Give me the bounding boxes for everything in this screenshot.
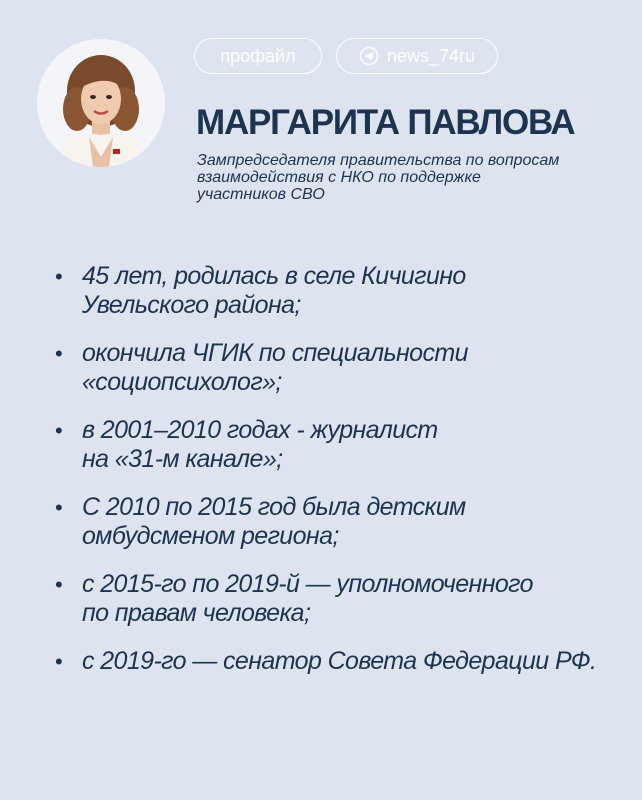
position-line: Зампредседателя правительства по вопросам	[197, 152, 560, 169]
profile-tag	[194, 38, 322, 74]
biography-item	[52, 493, 632, 551]
bullet-icon: •	[55, 264, 63, 289]
bullet-icon: •	[55, 341, 63, 366]
biography-list	[52, 262, 632, 695]
biography-line: с 2015-го по 2019-й — уполномоченного	[82, 570, 533, 598]
biography-line: окончила ЧГИК по специальности	[82, 339, 468, 367]
telegram-icon	[359, 46, 379, 66]
position-line: взаимодействия с НКО по поддержке	[197, 169, 481, 186]
channel-tag-label: news_74ru	[386, 45, 476, 66]
bullet-icon: •	[55, 572, 63, 597]
bullet-icon: •	[55, 495, 63, 520]
biography-line: 45 лет, родилась в селе Кичигино	[82, 262, 466, 290]
bullet-icon: •	[55, 649, 63, 674]
person-position	[197, 152, 617, 203]
profile-tag-label: профайл	[220, 45, 296, 66]
biography-item	[52, 262, 632, 320]
biography-line: омбудсменом региона;	[82, 522, 339, 550]
biography-item	[52, 339, 632, 397]
biography-line: с 2019-го — сенатор Совета Федерации РФ.	[82, 647, 597, 675]
biography-line: Увельского района;	[82, 291, 301, 319]
channel-tag[interactable]	[336, 38, 498, 74]
bullet-icon: •	[55, 418, 63, 443]
biography-line: на «31-м канале»;	[82, 445, 283, 473]
biography-line: по правам человека;	[82, 599, 311, 627]
biography-item	[52, 416, 632, 474]
biography-item	[52, 647, 632, 676]
portrait-photo	[37, 39, 165, 167]
person-name: МАРГАРИТА ПАВЛОВА	[196, 103, 575, 142]
biography-line: С 2010 по 2015 год была детским	[82, 493, 466, 521]
biography-item	[52, 570, 632, 628]
biography-line: «социопсихолог»;	[82, 368, 282, 396]
biography-line: в 2001–2010 годах - журналист	[82, 416, 438, 444]
position-line: участников СВО	[197, 186, 325, 203]
